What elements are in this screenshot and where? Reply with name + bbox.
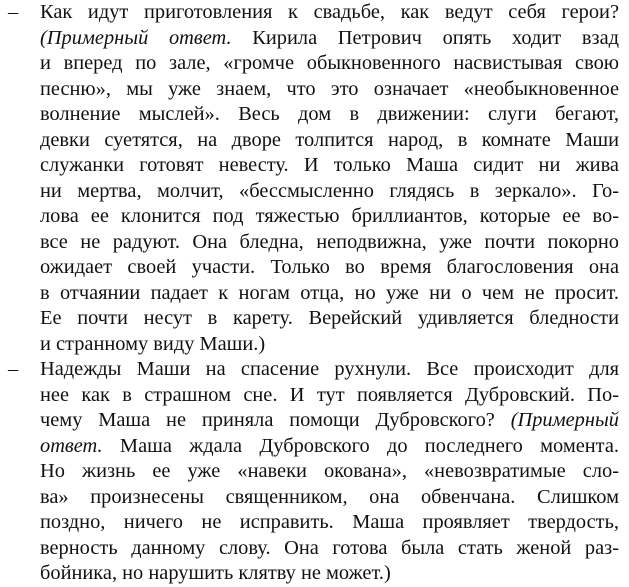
- text-line: ответ. Маша ждала Дубровского до последнего момента.: [40, 434, 619, 457]
- text-line: верность данному слову. Она готова была стать женой раз-: [40, 536, 619, 559]
- text-line: ожидает своей участи. Только во время благословения она: [40, 256, 619, 278]
- text-line: все не радуют. Она бледна, неподвижна, уже почти покорно: [40, 230, 619, 253]
- text-line: чему Маша не приняла помощи Дубровского? (Примерный: [40, 409, 619, 431]
- italic-text: (Примерный ответ.: [40, 26, 232, 49]
- text-line: поздно, ничего не исправить. Маша проявляет твердость,: [40, 511, 619, 533]
- text-line: (Примерный ответ. Кирила Петрович опять ходит взад: [40, 26, 619, 49]
- text-line: бойника, но нарушить клятву не может.): [40, 562, 391, 584]
- paragraph-2: [40, 357, 619, 587]
- text-line: девки суетятся, на дворе толпится народ, в комнате Маши: [40, 128, 619, 151]
- text-line: волнение мыслей». Весь дом в движении: слуги бегают,: [40, 103, 619, 125]
- list-item-1: [8, 0, 619, 357]
- text-line: Как идут приготовления к свадьбе, как ведут себя герои?: [40, 1, 619, 23]
- text-line: и странному виду Маши.): [40, 332, 266, 355]
- text-line: песню», мы уже знаем, что это означает «необыкновенное: [40, 77, 619, 100]
- text-line: в отчаянии падает к ногам отца, но уже ни о чем не просит.: [40, 281, 619, 304]
- dash-marker: –: [8, 358, 19, 380]
- text-line: лова ее клонится под тяжестью бриллиантов, которые ее во-: [40, 205, 619, 227]
- text-line: Но жизнь ее уже «навеки окована», «невозвратимые сло-: [40, 460, 619, 482]
- text-line: нее как в страшном сне. И тут появляется Дубровский. По-: [40, 383, 619, 406]
- text-line: ни мертва, молчит, «бессмысленно глядясь в зеркало». Го-: [40, 179, 619, 202]
- paragraph-1: [40, 0, 619, 357]
- text-line: ва» произнесены священником, она обвенчана. Слишком: [40, 485, 619, 508]
- list-item-2: [8, 357, 619, 587]
- text-line: и вперед по зале, «громче обыкновенного насвистывая свою: [40, 52, 619, 74]
- text-line: Ее почти несут в карету. Верейский удивляется бледности: [40, 307, 619, 329]
- italic-text: ответ.: [40, 434, 103, 457]
- italic-text: (Примерный: [510, 409, 619, 431]
- text-line: служанки готовят невесту. И только Маша сидит ни жива: [40, 154, 619, 176]
- dash-marker: –: [8, 1, 19, 23]
- text-line: Надежды Маши на спасение рухнули. Все происходит для: [40, 358, 619, 380]
